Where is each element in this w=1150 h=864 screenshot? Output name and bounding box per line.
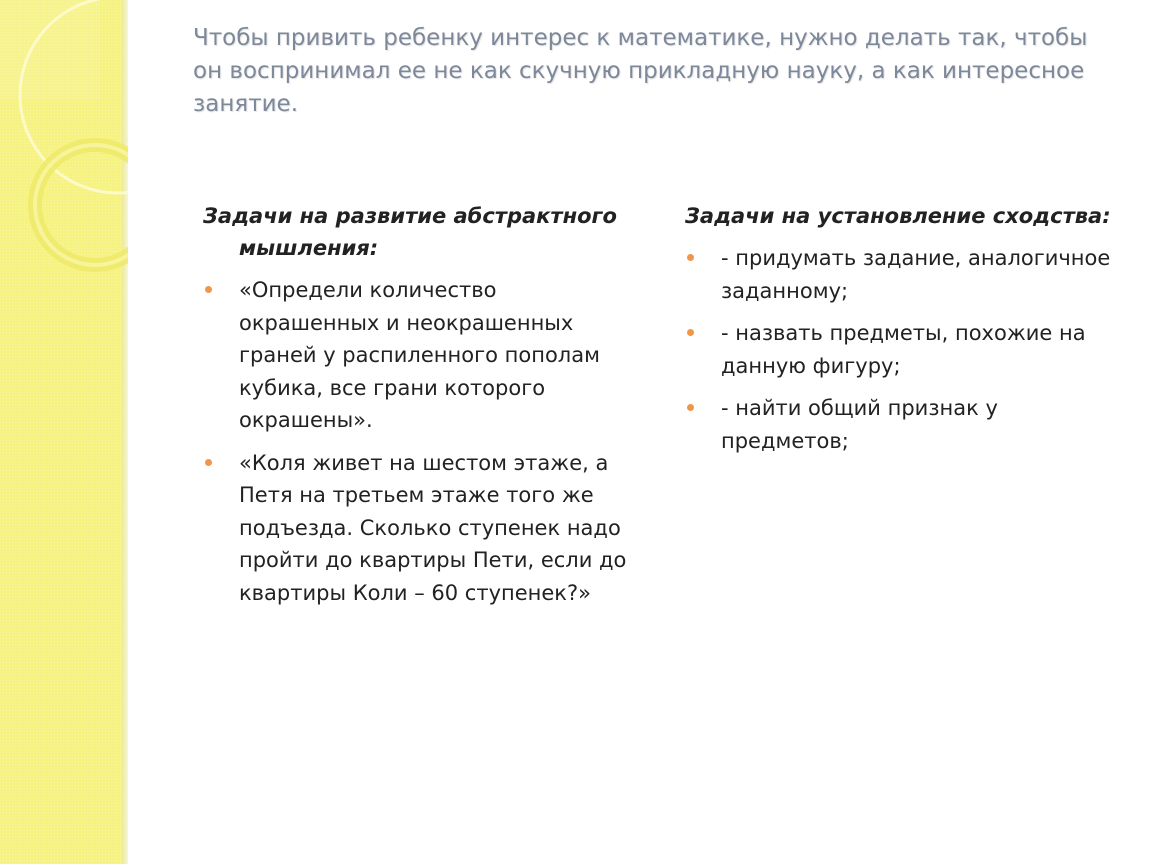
bullet-dot-icon: [687, 254, 694, 261]
side-band-edge: [122, 0, 128, 864]
list-item: [685, 317, 1115, 382]
list-item: [203, 274, 633, 437]
bullet-dot-icon: [687, 404, 694, 411]
right-bullet-list: [685, 242, 1115, 457]
list-item-text: «Коля живет на шестом этаже, а Петя на третьем этаже того же подъезда. Сколько ступенек надо пройти до квартиры Пети, если до квартиры Коли – 60 ступенек?»: [239, 450, 627, 605]
left-column-heading: Задачи на развитие абстрактного мышления:: [203, 204, 617, 260]
bullet-dot-icon: [205, 286, 212, 293]
left-bullet-list: [203, 274, 633, 609]
list-item-text: - придумать задание, аналогичное заданному;: [721, 246, 1111, 303]
list-item: [203, 447, 633, 610]
bullet-dot-icon: [205, 459, 212, 466]
bullet-dot-icon: [687, 329, 694, 336]
slide-title: Чтобы привить ребенку интерес к математике, нужно делать так, чтобы он воспринимал ее не как скучную прикладную науку, а как интересное занятие.: [193, 25, 1088, 117]
list-item-text: - назвать предметы, похожие на данную фигуру;: [721, 321, 1086, 378]
right-column-heading: Задачи на установление сходства:: [685, 204, 1111, 228]
list-item: [685, 242, 1115, 307]
list-item-text: «Определи количество окрашенных и неокрашенных граней у распиленного пополам кубика, все грани которого окрашены».: [239, 278, 600, 432]
right-column: [685, 200, 1115, 467]
list-item: [685, 392, 1115, 457]
decorative-side-band: [0, 0, 122, 864]
left-column: [203, 200, 633, 619]
list-item-text: - найти общий признак у предметов;: [721, 396, 998, 453]
